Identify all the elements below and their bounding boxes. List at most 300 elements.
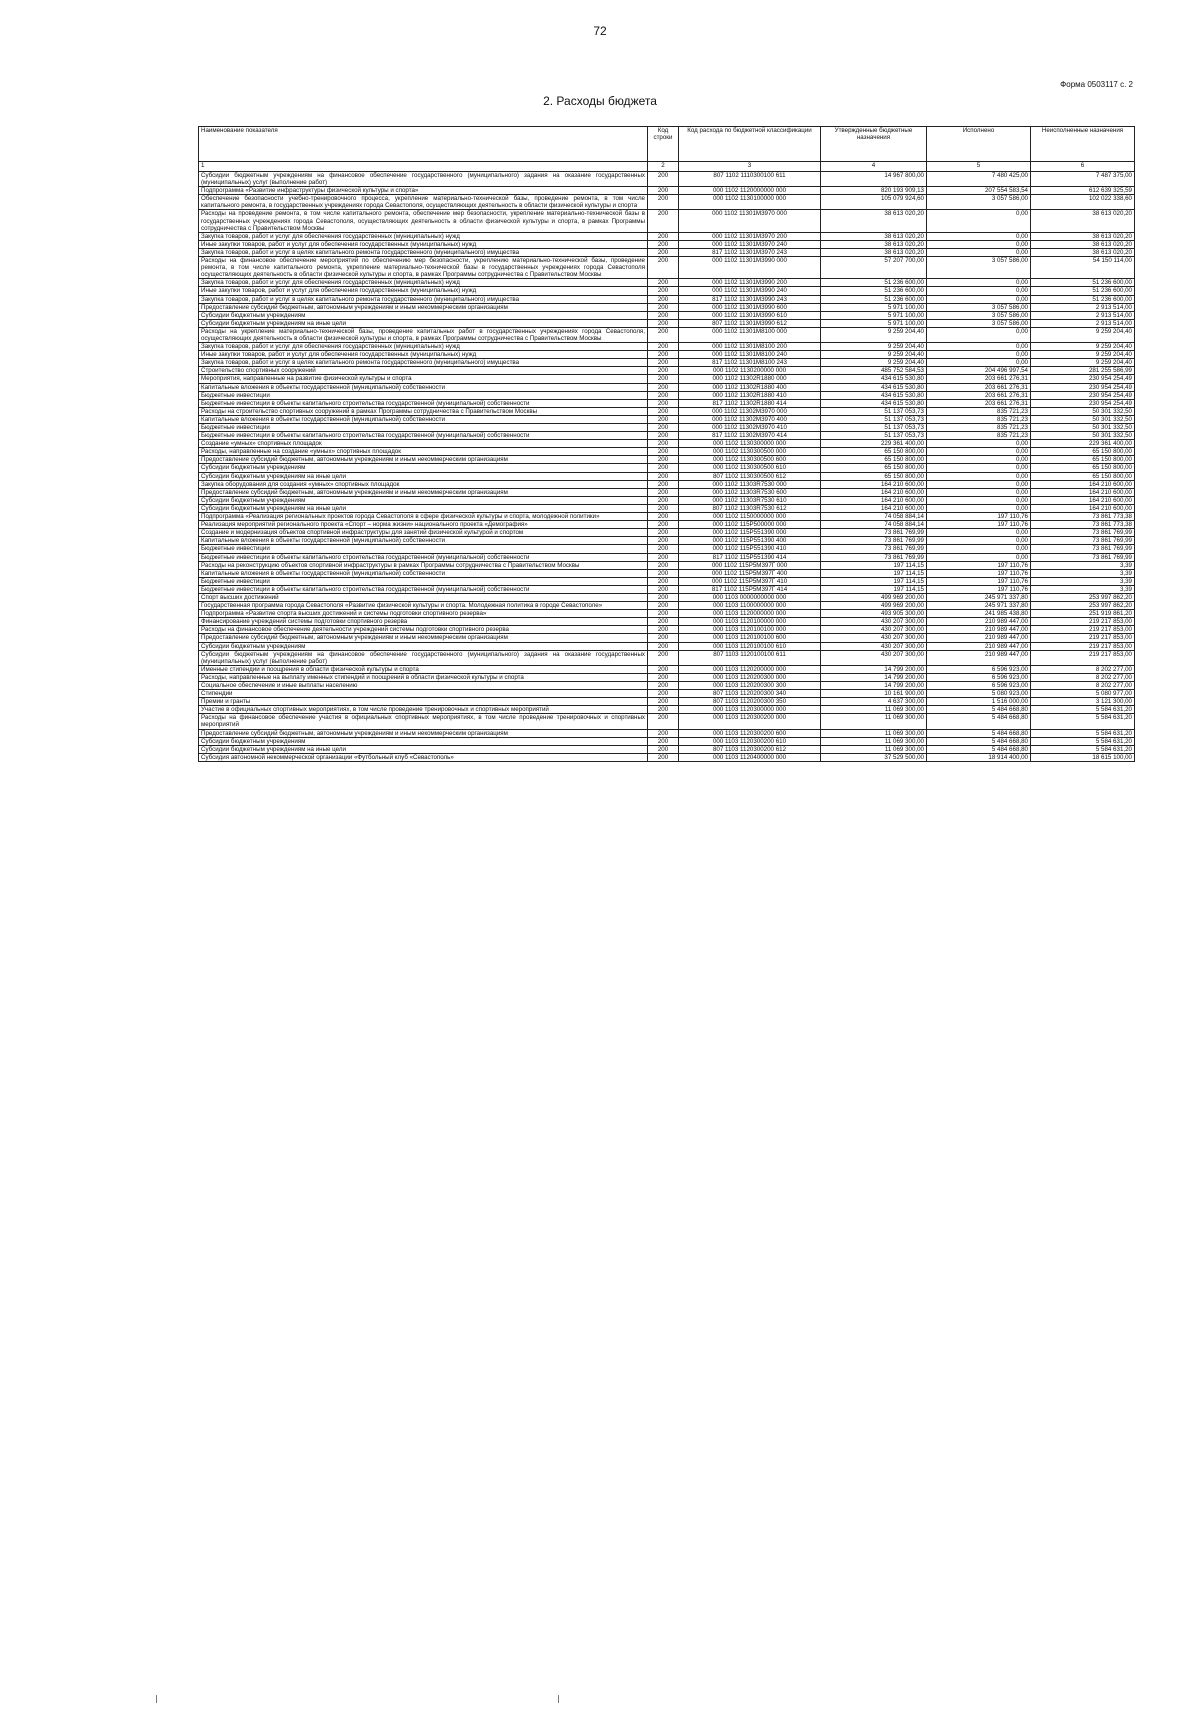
row-expense-code: 000 1102 1130300500 600 (679, 456, 821, 464)
row-approved: 485 752 584,53 (821, 367, 927, 375)
row-line-code: 200 (648, 513, 679, 521)
table-row (199, 737, 1135, 745)
row-executed: 210 989 447,00 (927, 642, 1031, 650)
table-row (199, 287, 1135, 295)
row-approved: 74 058 884,14 (821, 521, 927, 529)
row-line-code: 200 (648, 553, 679, 561)
row-approved: 9 259 204,40 (821, 327, 927, 342)
row-approved: 5 971 100,00 (821, 303, 927, 311)
row-approved: 197 114,15 (821, 569, 927, 577)
row-unexecuted: 281 255 586,99 (1031, 367, 1135, 375)
table-row (199, 424, 1135, 432)
row-unexecuted: 229 361 400,00 (1031, 440, 1135, 448)
table-row (199, 383, 1135, 391)
row-name: Расходы на финансовое обеспечение участия в официальных спортивных мероприятиях, в том числе проведение тренировочных и спортивных мероприятий (199, 714, 648, 729)
row-executed: 245 971 337,80 (927, 593, 1031, 601)
row-approved: 37 529 500,00 (821, 753, 927, 761)
row-name: Субсидии бюджетным учреждениям (199, 642, 648, 650)
row-expense-code: 807 1103 1120100100 611 (679, 650, 821, 665)
row-unexecuted: 38 613 020,20 (1031, 210, 1135, 232)
row-line-code: 200 (648, 303, 679, 311)
row-unexecuted: 7 487 375,00 (1031, 172, 1135, 187)
row-executed: 203 661 276,31 (927, 391, 1031, 399)
row-expense-code: 000 1103 1120200300 300 (679, 682, 821, 690)
row-expense-code: 000 1102 11302R1880 000 (679, 375, 821, 383)
row-approved: 430 207 300,00 (821, 634, 927, 642)
row-name: Именные стипендии и поощрения в области физической культуры и спорта (199, 665, 648, 673)
row-name: Расходы на финансовое обеспечение деятельности учреждений системы подготовки спортивного резерва (199, 626, 648, 634)
row-unexecuted: 38 613 020,20 (1031, 240, 1135, 248)
row-executed: 5 484 668,80 (927, 706, 1031, 714)
row-expense-code: 000 1102 115P551390 410 (679, 545, 821, 553)
row-executed: 835 721,23 (927, 415, 1031, 423)
row-executed: 0,00 (927, 440, 1031, 448)
row-line-code: 200 (648, 456, 679, 464)
row-name: Создание «умных» спортивных площадок (199, 440, 648, 448)
table-row (199, 257, 1135, 279)
row-name: Предоставление субсидий бюджетным, автономным учреждениям и иным некоммерческим организациям (199, 456, 648, 464)
row-expense-code: 000 1102 11301М3970 240 (679, 240, 821, 248)
header-indicator-name: Наименование показателя (199, 127, 648, 162)
row-executed: 0,00 (927, 240, 1031, 248)
row-expense-code: 817 1102 11302R1880 414 (679, 399, 821, 407)
row-unexecuted: 230 954 254,49 (1031, 383, 1135, 391)
row-name: Закупка товаров, работ и услуг в целях капитального ремонта государственного (муниципального) имущества (199, 359, 648, 367)
row-name: Спорт высших достижений (199, 593, 648, 601)
row-name: Предоставление субсидий бюджетным, автономным учреждениям и иным некоммерческим организациям (199, 488, 648, 496)
row-executed: 0,00 (927, 295, 1031, 303)
row-name: Подпрограмма «Реализация региональных проектов города Севастополя в сфере физической культуры и спорта, молодежной политики» (199, 513, 648, 521)
row-unexecuted: 219 217 853,00 (1031, 626, 1135, 634)
row-line-code: 200 (648, 415, 679, 423)
row-executed: 3 057 586,00 (927, 303, 1031, 311)
row-line-code: 200 (648, 343, 679, 351)
row-approved: 65 150 800,00 (821, 456, 927, 464)
row-line-code: 200 (648, 634, 679, 642)
row-name: Субсидия автономной некоммерческой организации «Футбольный клуб «Севастополь» (199, 753, 648, 761)
row-approved: 51 137 053,73 (821, 432, 927, 440)
row-executed: 245 971 337,80 (927, 602, 1031, 610)
table-row (199, 626, 1135, 634)
row-line-code: 200 (648, 626, 679, 634)
row-line-code: 200 (648, 232, 679, 240)
row-executed: 0,00 (927, 232, 1031, 240)
table-row (199, 682, 1135, 690)
table-row (199, 729, 1135, 737)
row-executed: 0,00 (927, 359, 1031, 367)
row-unexecuted: 5 584 631,20 (1031, 729, 1135, 737)
row-approved: 5 971 100,00 (821, 311, 927, 319)
row-name: Бюджетные инвестиции в объекты капитального строительства государственной (муниципальной) собственности (199, 432, 648, 440)
row-name: Расходы на укрепление материально-технической базы, проведение капитальных работ в государственных учреждениях города Севастополя, осуществляющих деятельность в области физической культуры и спорта, в рамках Программы сотрудничества с Правительством Москвы (199, 327, 648, 342)
row-name: Государственная программа города Севастополя «Развитие физической культуры и спорта. Молодежная политика в городе Севастополе» (199, 602, 648, 610)
row-unexecuted: 9 259 204,40 (1031, 343, 1135, 351)
row-executed: 6 596 923,00 (927, 673, 1031, 681)
row-unexecuted: 219 217 853,00 (1031, 642, 1135, 650)
row-unexecuted: 164 210 600,00 (1031, 488, 1135, 496)
row-expense-code: 807 1103 1120200300 350 (679, 698, 821, 706)
row-approved: 499 969 200,00 (821, 602, 927, 610)
row-expense-code: 000 1102 1130300500 610 (679, 464, 821, 472)
row-line-code: 200 (648, 569, 679, 577)
table-row (199, 391, 1135, 399)
row-approved: 11 069 300,00 (821, 706, 927, 714)
row-name: Реализация мероприятий регионального проекта «Спорт – норма жизни» национального проекта «Демография» (199, 521, 648, 529)
row-name: Субсидии бюджетным учреждениям (199, 496, 648, 504)
row-name: Расходы на строительство спортивных сооружений в рамках Программы сотрудничества с Правительством Москвы (199, 407, 648, 415)
row-line-code: 200 (648, 359, 679, 367)
scan-edge-mark (558, 1695, 559, 1703)
row-executed: 0,00 (927, 456, 1031, 464)
row-approved: 164 210 600,00 (821, 496, 927, 504)
row-unexecuted: 73 861 773,38 (1031, 513, 1135, 521)
table-body (199, 162, 1135, 762)
row-approved: 73 861 769,99 (821, 529, 927, 537)
table-row (199, 303, 1135, 311)
row-line-code: 200 (648, 327, 679, 342)
row-line-code: 200 (648, 690, 679, 698)
row-name: Закупка товаров, работ и услуг для обеспечения государственных (муниципальных) нужд (199, 279, 648, 287)
row-expense-code: 817 1102 11301М3970 243 (679, 248, 821, 256)
row-name: Бюджетные инвестиции (199, 577, 648, 585)
row-expense-code: 000 1103 1120100100 600 (679, 634, 821, 642)
row-unexecuted: 612 639 325,59 (1031, 187, 1135, 195)
row-unexecuted: 9 259 204,40 (1031, 327, 1135, 342)
row-executed: 204 496 997,54 (927, 367, 1031, 375)
row-approved: 10 161 900,00 (821, 690, 927, 698)
row-line-code: 200 (648, 195, 679, 210)
row-executed: 210 989 447,00 (927, 618, 1031, 626)
row-unexecuted: 251 919 861,20 (1031, 610, 1135, 618)
table-row (199, 407, 1135, 415)
row-unexecuted: 50 301 332,50 (1031, 424, 1135, 432)
row-approved: 434 615 530,80 (821, 383, 927, 391)
row-executed: 210 989 447,00 (927, 650, 1031, 665)
row-name: Субсидии бюджетным учреждениям на иные цели (199, 319, 648, 327)
row-expense-code: 817 1102 11301М8100 243 (679, 359, 821, 367)
row-approved: 4 637 300,00 (821, 698, 927, 706)
row-executed: 0,00 (927, 504, 1031, 512)
row-unexecuted: 3,39 (1031, 577, 1135, 585)
row-name: Бюджетные инвестиции (199, 545, 648, 553)
row-approved: 229 361 400,00 (821, 440, 927, 448)
row-line-code: 200 (648, 257, 679, 279)
row-unexecuted: 65 150 800,00 (1031, 464, 1135, 472)
row-name: Субсидии бюджетным учреждениям (199, 464, 648, 472)
row-approved: 73 861 769,99 (821, 537, 927, 545)
row-line-code: 200 (648, 545, 679, 553)
row-name: Расходы, направленные на выплату именных стипендий и поощрений в области физической культуры и спорта (199, 673, 648, 681)
table-row (199, 311, 1135, 319)
row-approved: 105 079 924,60 (821, 195, 927, 210)
form-label: Форма 0503117 с. 2 (1060, 80, 1133, 89)
row-name: Закупка товаров, работ и услуг для обеспечения государственных (муниципальных) нужд (199, 343, 648, 351)
row-unexecuted: 38 613 020,20 (1031, 248, 1135, 256)
row-expense-code: 000 1103 1120200000 000 (679, 665, 821, 673)
row-expense-code: 000 1102 115P551390 400 (679, 537, 821, 545)
row-executed: 197 110,76 (927, 585, 1031, 593)
row-name: Социальное обеспечение и иные выплаты населению (199, 682, 648, 690)
row-line-code: 200 (648, 488, 679, 496)
table-row (199, 343, 1135, 351)
row-line-code: 200 (648, 561, 679, 569)
row-line-code: 200 (648, 698, 679, 706)
header-unexecuted: Неисполненные назначения (1031, 127, 1135, 162)
row-unexecuted: 51 236 600,00 (1031, 287, 1135, 295)
row-executed: 6 596 923,00 (927, 682, 1031, 690)
header-approved: Утвержденные бюджетные назначения (821, 127, 927, 162)
row-unexecuted: 73 861 769,99 (1031, 529, 1135, 537)
row-executed: 241 985 438,80 (927, 610, 1031, 618)
row-approved: 14 799 200,00 (821, 682, 927, 690)
row-line-code: 200 (648, 424, 679, 432)
row-executed: 0,00 (927, 553, 1031, 561)
row-expense-code: 000 1102 11301М3990 240 (679, 287, 821, 295)
row-expense-code: 000 1103 1120300200 600 (679, 729, 821, 737)
row-unexecuted: 5 584 631,20 (1031, 714, 1135, 729)
row-line-code: 200 (648, 432, 679, 440)
table-row (199, 537, 1135, 545)
table-row (199, 745, 1135, 753)
row-approved: 65 150 800,00 (821, 472, 927, 480)
row-line-code: 200 (648, 295, 679, 303)
row-name: Капитальные вложения в объекты государственной (муниципальной) собственности (199, 537, 648, 545)
row-expense-code: 000 1102 11301М3990 610 (679, 311, 821, 319)
table-row (199, 593, 1135, 601)
row-unexecuted: 51 236 600,00 (1031, 295, 1135, 303)
row-expense-code: 000 1102 115P5М397Г 000 (679, 561, 821, 569)
table-row (199, 714, 1135, 729)
row-executed: 6 596 923,00 (927, 665, 1031, 673)
row-unexecuted: 5 584 631,20 (1031, 745, 1135, 753)
row-line-code: 200 (648, 240, 679, 248)
row-approved: 434 615 530,80 (821, 399, 927, 407)
table-row (199, 367, 1135, 375)
row-executed: 5 484 668,80 (927, 745, 1031, 753)
row-approved: 51 236 600,00 (821, 295, 927, 303)
column-number: 5 (927, 162, 1031, 172)
row-expense-code: 807 1102 1130300500 612 (679, 472, 821, 480)
row-executed: 197 110,76 (927, 569, 1031, 577)
table-row (199, 569, 1135, 577)
table-row (199, 488, 1135, 496)
row-unexecuted: 73 861 773,38 (1031, 521, 1135, 529)
row-unexecuted: 253 997 862,20 (1031, 593, 1135, 601)
row-executed: 0,00 (927, 448, 1031, 456)
header-expense-code: Код расхода по бюджетной классификации (679, 127, 821, 162)
row-line-code: 200 (648, 537, 679, 545)
row-executed: 0,00 (927, 545, 1031, 553)
table-row (199, 232, 1135, 240)
row-unexecuted: 9 259 204,40 (1031, 359, 1135, 367)
row-approved: 73 861 769,99 (821, 553, 927, 561)
row-line-code: 200 (648, 383, 679, 391)
row-expense-code: 000 1103 1120100100 000 (679, 626, 821, 634)
row-executed: 0,00 (927, 488, 1031, 496)
row-name: Закупка товаров, работ и услуг для обеспечения государственных (муниципальных) нужд (199, 232, 648, 240)
table-row (199, 496, 1135, 504)
row-line-code: 200 (648, 496, 679, 504)
row-expense-code: 000 1102 11301М3970 200 (679, 232, 821, 240)
scan-edge-mark (156, 1695, 157, 1703)
row-name: Субсидии бюджетным учреждениям на иные цели (199, 472, 648, 480)
row-line-code: 200 (648, 472, 679, 480)
row-approved: 499 969 200,00 (821, 593, 927, 601)
row-name: Расходы, направленные на создание «умных» спортивных площадок (199, 448, 648, 456)
row-expense-code: 000 1102 115P551390 000 (679, 529, 821, 537)
row-unexecuted: 5 080 977,00 (1031, 690, 1135, 698)
row-approved: 493 905 300,00 (821, 610, 927, 618)
row-name: Закупка товаров, работ и услуг в целях капитального ремонта государственного (муниципального) имущества (199, 295, 648, 303)
row-executed: 835 721,23 (927, 424, 1031, 432)
row-executed: 0,00 (927, 351, 1031, 359)
row-executed: 0,00 (927, 327, 1031, 342)
table-row (199, 319, 1135, 327)
table-row (199, 561, 1135, 569)
table-row (199, 690, 1135, 698)
row-executed: 18 914 400,00 (927, 753, 1031, 761)
row-line-code: 200 (648, 311, 679, 319)
row-approved: 57 207 700,00 (821, 257, 927, 279)
row-expense-code: 000 1103 0000000000 000 (679, 593, 821, 601)
row-line-code: 200 (648, 287, 679, 295)
row-line-code: 200 (648, 706, 679, 714)
row-unexecuted: 164 210 600,00 (1031, 496, 1135, 504)
row-line-code: 200 (648, 448, 679, 456)
row-name: Закупка оборудования для создания «умных» спортивных площадок (199, 480, 648, 488)
row-name: Капитальные вложения в объекты государственной (муниципальной) собственности (199, 415, 648, 423)
table-header-row (199, 127, 1135, 162)
row-line-code: 200 (648, 407, 679, 415)
table-row (199, 753, 1135, 761)
row-line-code: 200 (648, 585, 679, 593)
table-row (199, 210, 1135, 232)
row-executed: 3 057 586,00 (927, 257, 1031, 279)
row-unexecuted: 8 202 277,00 (1031, 682, 1135, 690)
row-approved: 51 137 053,73 (821, 407, 927, 415)
row-executed: 3 057 586,00 (927, 195, 1031, 210)
row-approved: 11 069 300,00 (821, 737, 927, 745)
row-unexecuted: 73 861 769,99 (1031, 553, 1135, 561)
row-line-code: 200 (648, 187, 679, 195)
row-line-code: 200 (648, 577, 679, 585)
row-expense-code: 000 1102 1130200000 000 (679, 367, 821, 375)
section-title: 2. Расходы бюджета (543, 94, 657, 108)
row-approved: 9 259 204,40 (821, 343, 927, 351)
row-expense-code: 000 1102 11301М8100 000 (679, 327, 821, 342)
row-expense-code: 000 1103 1120300000 000 (679, 706, 821, 714)
row-line-code: 200 (648, 440, 679, 448)
row-unexecuted: 9 259 204,40 (1031, 351, 1135, 359)
row-executed: 5 484 668,80 (927, 729, 1031, 737)
row-line-code: 200 (648, 745, 679, 753)
row-expense-code: 000 1102 1130300000 000 (679, 440, 821, 448)
table-row (199, 602, 1135, 610)
row-name: Иные закупки товаров, работ и услуг для обеспечения государственных (муниципальных) нужд (199, 351, 648, 359)
row-expense-code: 000 1102 1120000000 000 (679, 187, 821, 195)
row-unexecuted: 253 997 862,20 (1031, 602, 1135, 610)
row-line-code: 200 (648, 399, 679, 407)
row-expense-code: 000 1102 11303R7530 000 (679, 480, 821, 488)
column-number: 3 (679, 162, 821, 172)
row-line-code: 200 (648, 172, 679, 187)
table-row (199, 432, 1135, 440)
row-executed: 197 110,76 (927, 577, 1031, 585)
row-expense-code: 000 1102 11303R7530 610 (679, 496, 821, 504)
row-name: Участие в официальных спортивных мероприятиях, в том числе проведение тренировочных и спортивных мероприятий (199, 706, 648, 714)
row-executed: 0,00 (927, 279, 1031, 287)
row-unexecuted: 5 584 631,20 (1031, 737, 1135, 745)
table-row (199, 172, 1135, 187)
row-name: Расходы на проведение ремонта, в том числе капитального ремонта, обеспечение мер безопасности, укрепление материально-технической базы в государственных учреждениях города Севастополя, осуществляющих деятельность в области физической культуры и спорта, в рамках Программы сотрудничества с Правительством Москвы (199, 210, 648, 232)
row-expense-code: 807 1102 11301М3990 612 (679, 319, 821, 327)
header-executed: Исполнено (927, 127, 1031, 162)
row-executed: 5 080 923,00 (927, 690, 1031, 698)
row-name: Финансирование учреждений системы подготовки спортивного резерва (199, 618, 648, 626)
row-line-code: 200 (648, 504, 679, 512)
table-row (199, 673, 1135, 681)
row-expense-code: 000 1103 1120100100 610 (679, 642, 821, 650)
row-unexecuted: 51 236 600,00 (1031, 279, 1135, 287)
row-unexecuted: 65 150 800,00 (1031, 456, 1135, 464)
row-line-code: 200 (648, 729, 679, 737)
row-expense-code: 000 1102 115P5М397Г 400 (679, 569, 821, 577)
row-approved: 197 114,15 (821, 577, 927, 585)
row-name: Субсидии бюджетным учреждениям (199, 737, 648, 745)
row-unexecuted: 164 210 600,00 (1031, 480, 1135, 488)
table-row (199, 650, 1135, 665)
row-name: Обеспечение безопасности учебно-тренировочного процесса, укрепление материально-технической базы, проведение ремонта, в том числе капитального ремонта, в государственных учреждениях города Севастополя, осуществляющих деятельность в области физической культуры и спорта (199, 195, 648, 210)
row-line-code: 200 (648, 753, 679, 761)
row-unexecuted: 50 301 332,50 (1031, 432, 1135, 440)
row-unexecuted: 65 150 800,00 (1031, 472, 1135, 480)
row-unexecuted: 3,39 (1031, 561, 1135, 569)
row-executed: 835 721,23 (927, 432, 1031, 440)
row-executed: 210 989 447,00 (927, 626, 1031, 634)
row-expense-code: 817 1102 115P551390 414 (679, 553, 821, 561)
row-expense-code: 000 1102 1130100000 000 (679, 195, 821, 210)
table-row (199, 706, 1135, 714)
row-unexecuted: 5 584 631,20 (1031, 706, 1135, 714)
row-name: Расходы на реконструкцию объектов спортивной инфраструктуры в рамках Программы сотрудничества с Правительством Москвы (199, 561, 648, 569)
row-approved: 197 114,15 (821, 561, 927, 569)
row-executed: 0,00 (927, 537, 1031, 545)
row-executed: 197 110,76 (927, 561, 1031, 569)
row-expense-code: 807 1102 1110300100 611 (679, 172, 821, 187)
table-row (199, 456, 1135, 464)
table-row (199, 472, 1135, 480)
row-expense-code: 000 1102 1150000000 000 (679, 513, 821, 521)
row-approved: 38 613 020,20 (821, 248, 927, 256)
table-row (199, 279, 1135, 287)
table-row (199, 618, 1135, 626)
row-line-code: 200 (648, 529, 679, 537)
row-expense-code: 000 1103 1120100000 000 (679, 618, 821, 626)
row-approved: 430 207 300,00 (821, 626, 927, 634)
row-name: Бюджетные инвестиции в объекты капитального строительства государственной (муниципальной) собственности (199, 553, 648, 561)
row-name: Субсидии бюджетным учреждениям на иные цели (199, 745, 648, 753)
table-row (199, 187, 1135, 195)
table-row (199, 665, 1135, 673)
table-row (199, 448, 1135, 456)
row-unexecuted: 2 913 514,00 (1031, 303, 1135, 311)
row-name: Предоставление субсидий бюджетным, автономным учреждениям и иным некоммерческим организациям (199, 729, 648, 737)
table-row (199, 634, 1135, 642)
row-approved: 14 967 800,00 (821, 172, 927, 187)
row-line-code: 200 (648, 464, 679, 472)
row-approved: 164 210 600,00 (821, 504, 927, 512)
row-line-code: 200 (648, 610, 679, 618)
